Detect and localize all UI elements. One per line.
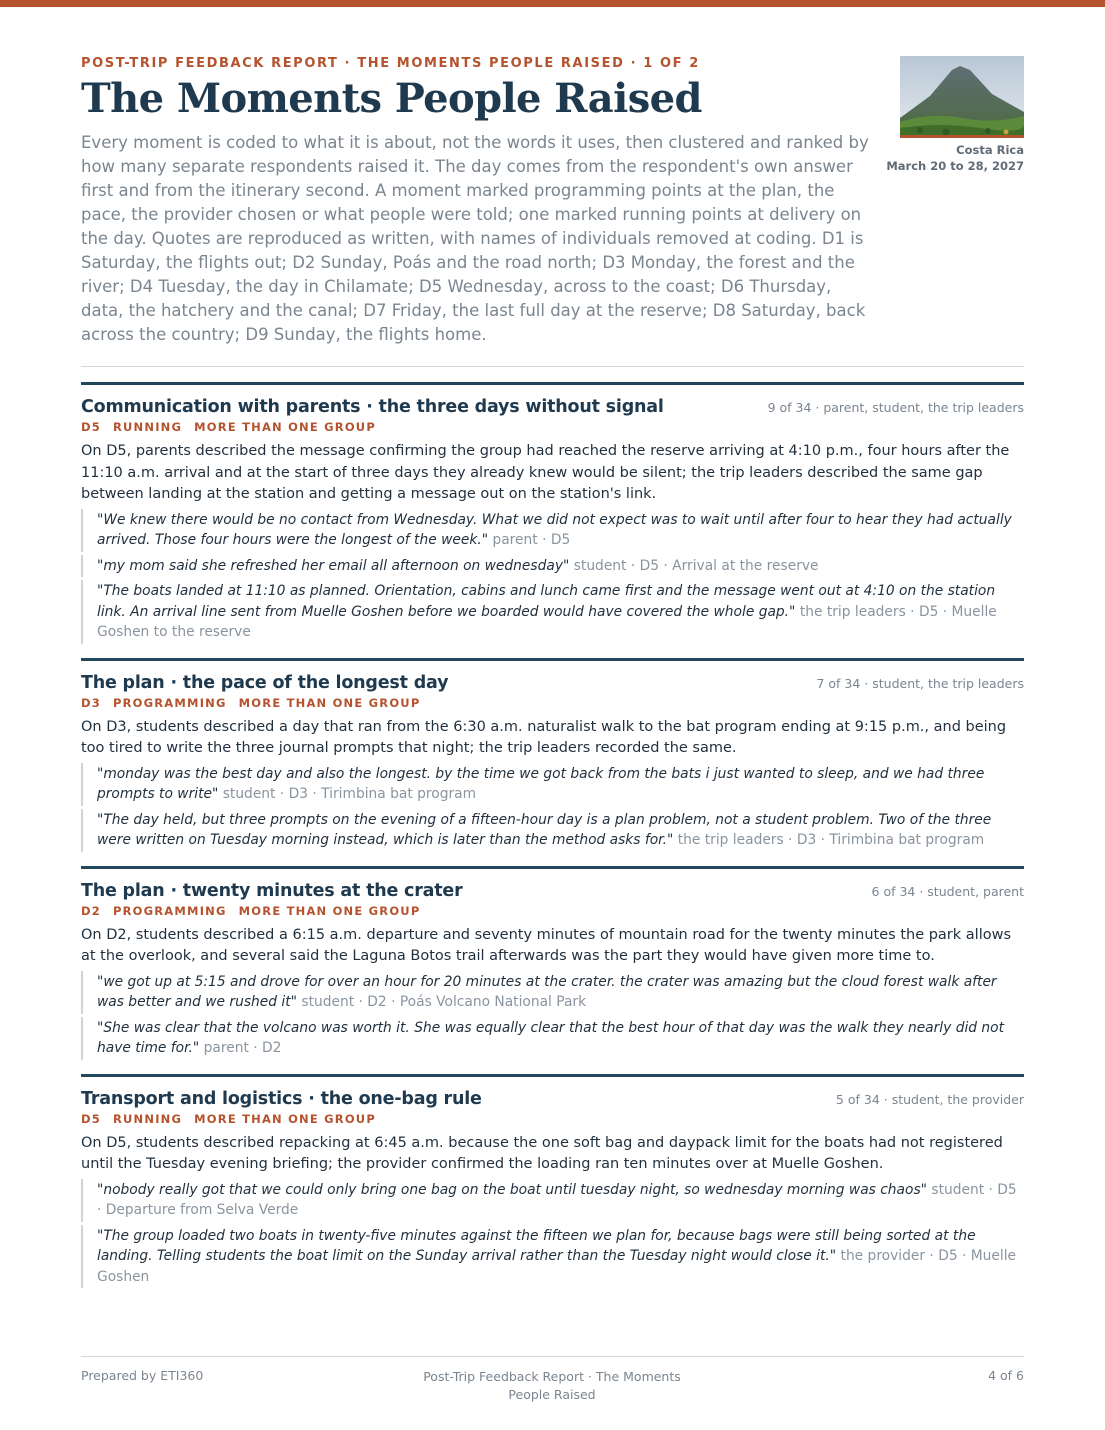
intro-paragraph: Every moment is coded to what it is about, not the words it uses, then clustered and ranked by how many separate respondents raised it. The day comes from the respondent's own answer first and from the itinerary second. A moment marked programming points at the plan, the pace, the provider chosen or what people were told; one marked running points at delivery on the day. Quotes are reproduced as written, with names of individuals removed at coding. D1 is Saturday, the flights out; D2 Sunday, Poás and the road north; D3 Monday, the forest and the river; D4 Tuesday, the day in Chilamate; D5 Wednesday, across to the coast; D6 Thursday, data, the hatchery and the canal; D7 Friday, the last full day at the reserve; D8 Saturday, back across the country; D9 Sunday, the flights home. [81,133,869,344]
moment-tags [81,696,1024,710]
quote-text: "The day held, but three prompts on the evening of a fifteen-hour day is a plan problem, not a student problem. Two of the three were written on Tuesday morning instead, which is later than the method asks for." [97,811,992,848]
respondent-count: 5 of 34 · student, the provider [835,1091,1024,1107]
quote-attribution: student · D3 · Tirimbina bat program [222,786,477,802]
footer-report-title: Post-Trip Feedback Report · The Moments People Raised [423,1369,681,1402]
moment-card [81,382,1024,644]
quote-text: "my mom said she refreshed her email all afternoon on wednesday" [97,557,570,574]
quote-list [81,509,1024,644]
page-header [81,56,876,347]
moment-tags [81,1112,1024,1126]
moment-summary: On D3, students described a day that ran from the 6:30 a.m. naturalist walk to the bat program ending at 9:15 p.m., and being too tired to write the three journal prompts that night; the trip leaders recorded the same. [81,718,1007,756]
quote-text: "we got up at 5:15 and drove for over an hour for 20 minutes at the crater. the crater was amazing but the cloud forest walk after was better and we rushed it" [97,973,997,1010]
trip-destination: Costa Rica [956,143,1024,157]
top-accent-bar [0,0,1105,7]
quote-list [81,763,1024,852]
day-tag: D5 [81,1111,101,1126]
moment-title: Transport and logistics · the one-bag rule [81,1088,482,1109]
quote-attribution: student · D5 · Arrival at the reserve [573,557,819,574]
moment-title: The plan · twenty minutes at the crater [81,880,463,901]
quote [81,809,1024,852]
quote [81,971,1024,1014]
respondent-count: 6 of 34 · student, parent [871,883,1024,899]
quote-attribution: parent · D5 [492,532,571,548]
scope-tag: MORE THAN ONE GROUP [238,695,421,710]
moment-card [81,866,1024,1060]
quote-attribution: the trip leaders · D5 · Muelle Goshen to the reserve [97,603,997,640]
quote-list [81,1179,1024,1289]
footer-prepared-by: Prepared by ETI360 [81,1368,204,1383]
respondent-count: 9 of 34 · parent, student, the trip leaders [767,400,1024,415]
scope-tag: MORE THAN ONE GROUP [194,420,376,434]
header-divider [81,366,1024,367]
quote-attribution: student · D2 · Poás Volcano National Park [301,994,587,1010]
day-tag: D3 [81,695,101,710]
moment-title: The plan · the pace of the longest day [81,672,449,693]
quote-text: "The boats landed at 11:10 as planned. Orientation, cabins and lunch came first and the message went out at 4:10 on the station link. An arrival line sent from Muelle Goshen before we boarded would have covered the whole gap." [97,583,996,620]
quote [81,1017,1024,1060]
type-tag: RUNNING [112,420,183,434]
quote [81,1225,1024,1289]
moment-card [81,658,1024,852]
quote-text: "nobody really got that we could only bring one bag on the boat until tuesday night, so wednesday morning was chaos" [97,1181,927,1198]
report-kicker: POST-TRIP FEEDBACK REPORT · THE MOMENTS PEOPLE RAISED · 1 OF 2 [81,56,700,71]
page-number: 4 of 6 [988,1368,1024,1383]
quote-attribution: the trip leaders · D3 · Tirimbina bat program [677,832,985,848]
scope-tag: MORE THAN ONE GROUP [238,903,421,918]
page-title: The Moments People Raised [81,75,702,122]
quote-attribution: student · D5 · Departure from Selva Verde [97,1181,1017,1218]
quote [81,763,1024,806]
day-tag: D2 [81,903,101,918]
type-tag: PROGRAMMING [112,903,227,918]
quote-text: "She was clear that the volcano was worth it. She was equally clear that the best hour of that day was the walk they nearly did not have time for." [97,1019,1005,1056]
moment-summary: On D5, students described repacking at 6:45 a.m. because the one soft bag and daypack limit for the boats had not registered until the Tuesday evening briefing; the provider confirmed the loading ran ten minutes over at Muelle Goshen. [81,1134,1003,1172]
trip-sidebar [880,56,1024,174]
quote [81,1179,1024,1222]
volcano-photo [900,56,1024,138]
quote-text: "We knew there would be no contact from Wednesday. What we did not expect was to wait until after four to hear they had actually arrived. Those four hours were the longest of the week." [97,511,1012,548]
quote-list [81,971,1024,1060]
moment-tags [81,420,1024,434]
quote-attribution: parent · D2 [203,1040,282,1056]
page-footer [81,1356,1024,1402]
respondent-count: 7 of 34 · student, the trip leaders [816,675,1024,691]
moment-summary: On D2, students described a 6:15 a.m. departure and seventy minutes of mountain road for the twenty minutes the park allows at the overlook, and several said the Laguna Botos trail afterwards was the part they would have given more time to. [81,926,1012,964]
type-tag: PROGRAMMING [112,695,227,710]
moment-title: Communication with parents · the three days without signal [81,397,664,417]
quote [81,580,1024,644]
trip-dates: March 20 to 28, 2027 [886,159,1024,173]
quote-text: "monday was the best day and also the longest. by the time we got back from the bats i just wanted to sleep, and we had three prompts to write" [97,765,985,802]
moment-summary: On D5, parents described the message confirming the group had reached the reserve arriving at 4:10 p.m., four hours after the 11:10 a.m. arrival and at the start of three days they already knew would be silent; the trip leaders described the same gap between landing at the station and getting a message out on the station's link. [81,443,1010,502]
moment-card [81,1074,1024,1289]
quote-text: "The group loaded two boats in twenty-five minutes against the fifteen we plan for, because bags were still being sorted at the landing. Telling students the boat limit on the Sunday arrival rather than the Tuesday night would close it." [97,1227,976,1264]
scope-tag: MORE THAN ONE GROUP [194,1111,376,1126]
quote [81,555,1024,578]
day-tag: D5 [81,420,101,434]
quote [81,509,1024,552]
type-tag: RUNNING [112,1111,183,1126]
quote-attribution: the provider · D5 · Muelle Goshen [97,1248,1017,1285]
moments-list [81,382,1024,1302]
moment-tags [81,904,1024,918]
